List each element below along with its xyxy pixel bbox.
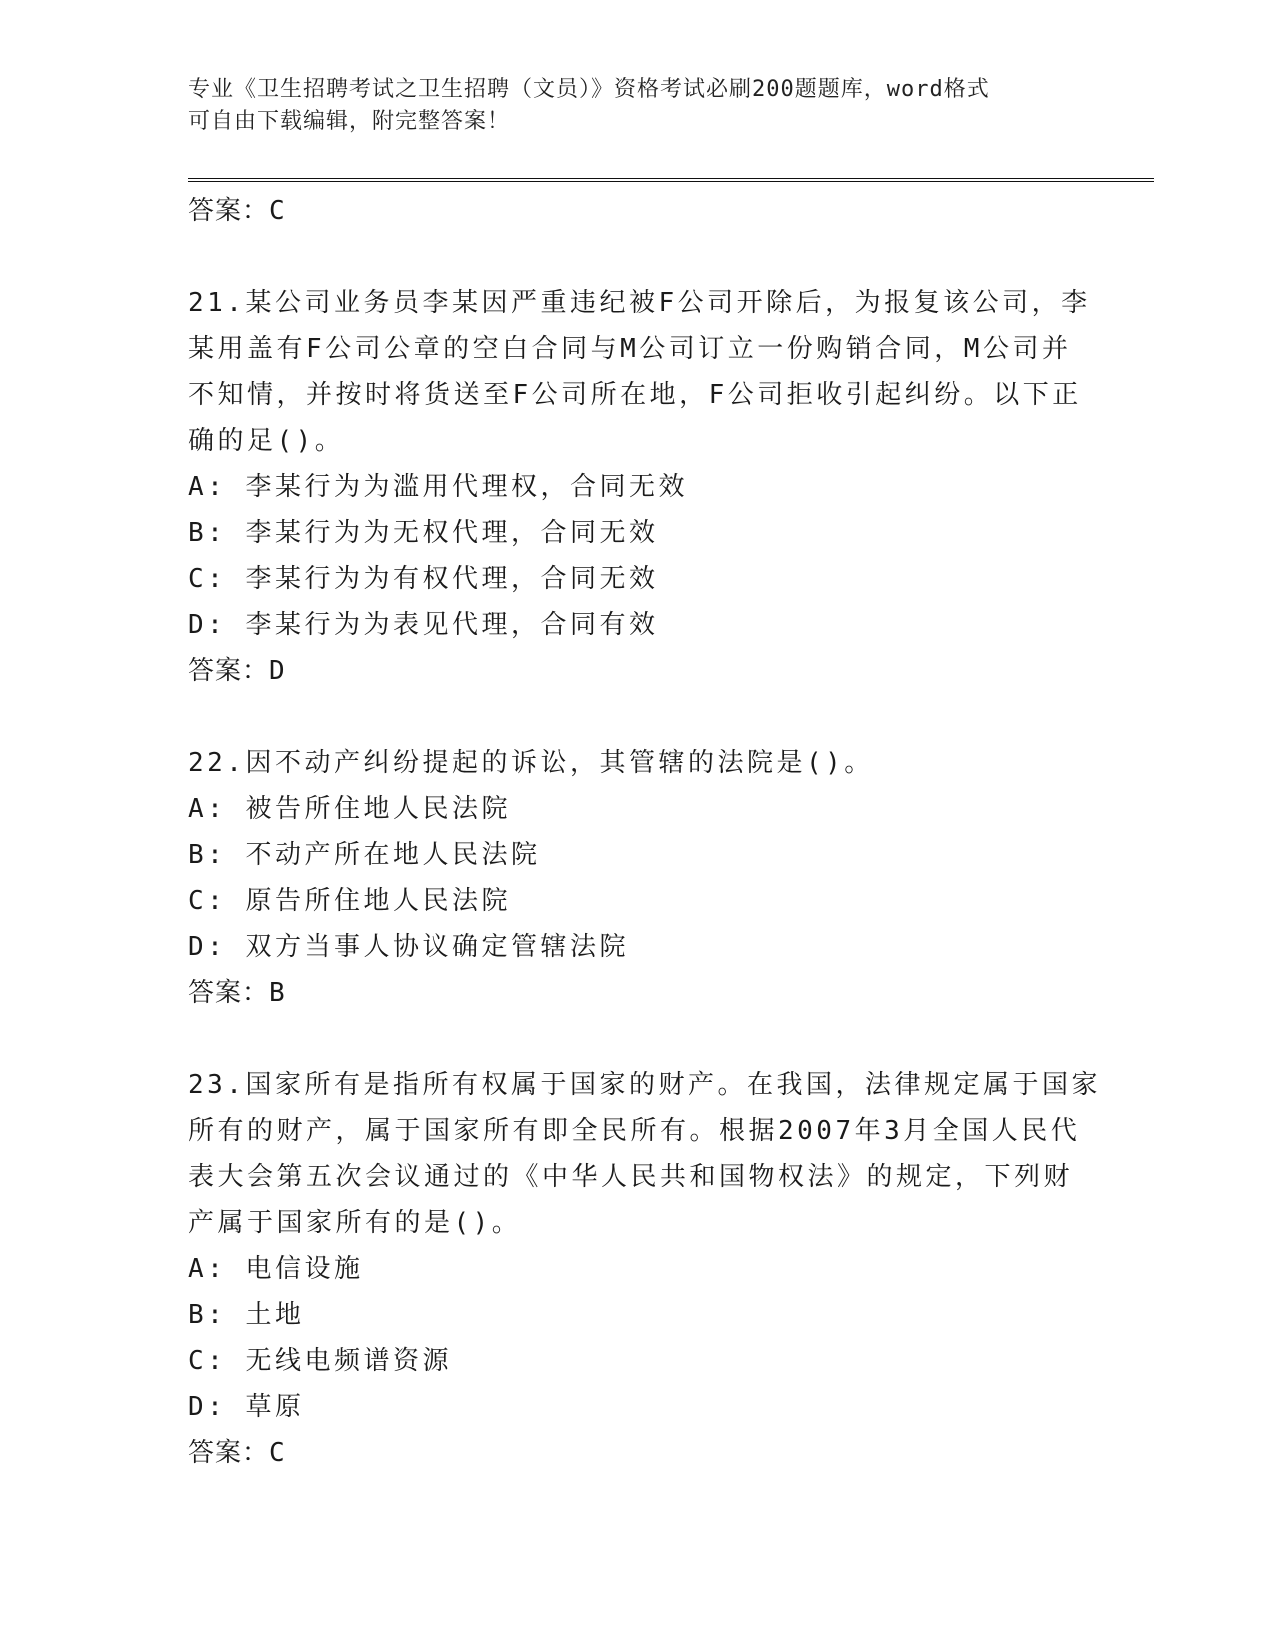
document-header (188, 74, 1088, 138)
question-stem-line: 21.某公司业务员李某因严重违纪被F公司开除后，为报复该公司，李 (188, 288, 1091, 318)
option-d (188, 924, 1088, 970)
spacer (188, 234, 1088, 280)
option-b (188, 832, 1088, 878)
option-a (188, 464, 1088, 510)
option-text: 李某行为为有权代理，合同无效 (245, 564, 659, 594)
header-line-1: 专业《卫生招聘考试之卫生招聘（文员）》资格考试必刷200题题库，word格式 (188, 77, 990, 102)
option-text: 李某行为为表见代理，合同有效 (245, 610, 659, 640)
option-d (188, 1384, 1088, 1430)
option-text: 李某行为为无权代理，合同无效 (245, 518, 659, 548)
answer: 答案：C (188, 1438, 286, 1468)
option-a (188, 786, 1088, 832)
question-stem-line: 确的足()。 (188, 426, 345, 456)
option-text: 草原 (245, 1392, 305, 1422)
option-text: 双方当事人协议确定管辖法院 (245, 932, 629, 962)
option-text: 不动产所在地人民法院 (245, 840, 541, 870)
option-c (188, 878, 1088, 924)
question-stem-line: 产属于国家所有的是()。 (188, 1208, 522, 1238)
option-text: 土地 (245, 1300, 305, 1330)
option-key: A: (188, 1254, 227, 1284)
previous-answer: 答案：C (188, 196, 286, 226)
option-key: D: (188, 610, 227, 640)
header-divider (188, 178, 1154, 182)
answer: 答案：D (188, 656, 286, 686)
option-key: D: (188, 932, 227, 962)
option-key: B: (188, 518, 227, 548)
question-21 (188, 280, 1091, 694)
option-b (188, 510, 1088, 556)
document-body (188, 188, 1101, 1476)
option-text: 电信设施 (245, 1254, 364, 1284)
header-line-2: 可自由下载编辑，附完整答案！ (188, 109, 511, 134)
option-text: 无线电频谱资源 (245, 1346, 452, 1376)
option-key: A: (188, 472, 227, 502)
option-key: B: (188, 840, 227, 870)
option-d (188, 602, 1088, 648)
question-stem-line: 22.因不动产纠纷提起的诉讼，其管辖的法院是()。 (188, 748, 874, 778)
spacer (188, 694, 1088, 740)
option-key: C: (188, 564, 227, 594)
question-stem-line: 某用盖有F公司公章的空白合同与M公司订立一份购销合同，M公司并 (188, 334, 1072, 364)
question-22 (188, 740, 1088, 1016)
option-a (188, 1246, 1088, 1292)
question-stem-line: 不知情，并按时将货送至F公司所在地，F公司拒收引起纠纷。以下正 (188, 380, 1082, 410)
option-text: 原告所住地人民法院 (245, 886, 511, 916)
option-key: A: (188, 794, 227, 824)
option-text: 李某行为为滥用代理权，合同无效 (245, 472, 688, 502)
option-key: C: (188, 1346, 227, 1376)
option-key: B: (188, 1300, 227, 1330)
option-key: D: (188, 1392, 227, 1422)
option-key: C: (188, 886, 227, 916)
question-stem-line: 表大会第五次会议通过的《中华人民共和国物权法》的规定，下列财 (188, 1162, 1074, 1192)
option-text: 被告所住地人民法院 (245, 794, 511, 824)
question-stem-line: 23.国家所有是指所有权属于国家的财产。在我国，法律规定属于国家 (188, 1070, 1101, 1100)
spacer (188, 1016, 1088, 1062)
answer: 答案：B (188, 978, 286, 1008)
option-b (188, 1292, 1088, 1338)
question-stem-line: 所有的财产，属于国家所有即全民所有。根据2007年3月全国人民代 (188, 1116, 1081, 1146)
option-c (188, 556, 1088, 602)
option-c (188, 1338, 1088, 1384)
question-23 (188, 1062, 1101, 1476)
